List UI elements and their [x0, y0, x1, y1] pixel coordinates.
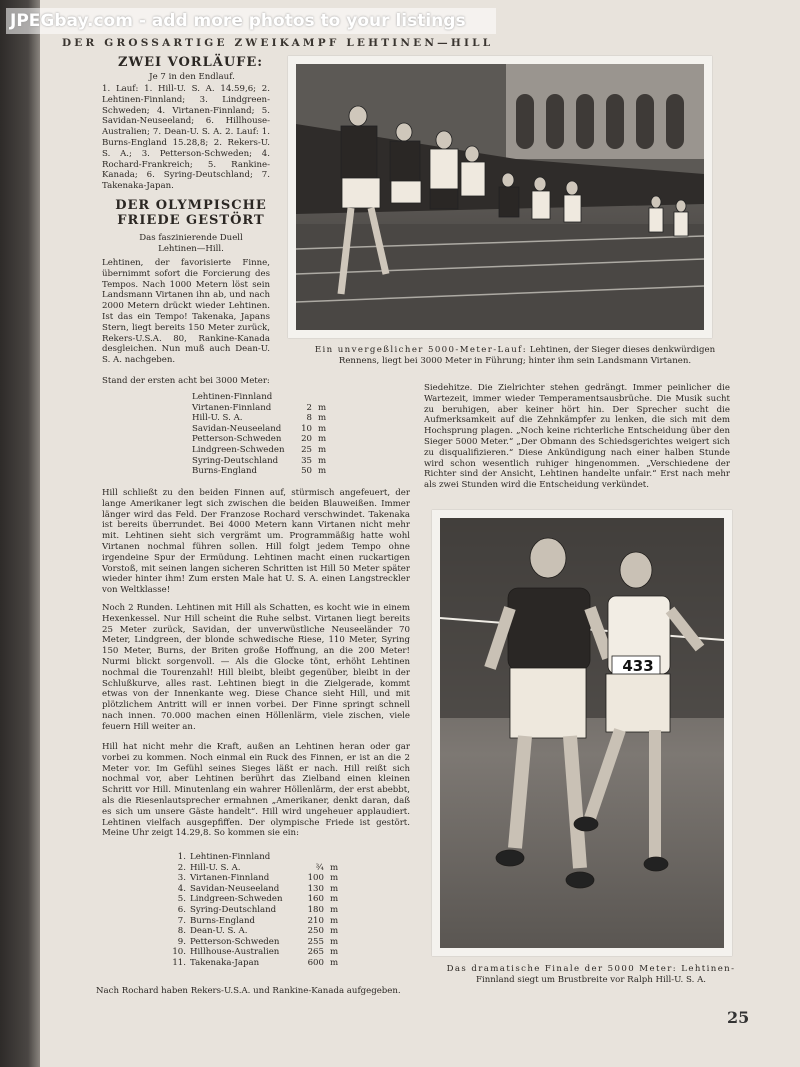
- final-position: 7.: [177, 915, 186, 926]
- standings-unit: [312, 392, 340, 403]
- standings-distance: 2: [306, 402, 312, 413]
- caption1-spaced: Ein unvergeßlicher 5000-Meter-Lauf:: [314, 345, 527, 355]
- final-position: 3.: [177, 873, 186, 884]
- final-unit: m: [330, 957, 339, 968]
- standings-name: Burns-England: [192, 466, 258, 477]
- final-position: 11.: [172, 957, 186, 968]
- final-position: 4.: [177, 883, 186, 894]
- final-distance: 265: [307, 947, 324, 958]
- final-unit: [324, 852, 344, 863]
- final-results-row: [172, 863, 344, 874]
- final-unit: m: [330, 926, 339, 937]
- final-unit: m: [330, 904, 339, 915]
- final-name: Hill-U. S. A.: [190, 862, 241, 873]
- section-title-friede-line1: DER OLYMPISCHE: [115, 198, 267, 213]
- final-distance: 100: [307, 873, 324, 884]
- paragraph-last-laps: Noch 2 Runden. Lehtinen mit Hill als Schatten, es kocht wie in einem Hexenkessel. Nur Hill scheint die Ruhe selbst. Virtanen liegt bereits 25 Meter zurück, Savidan, der unverwüstliche Neuseeländer 70 Meter, Lindgreen, der blonde schwedische Riese, 110 Meter, Syring 150 Meter, Burns, der Briten große Hoffnung, an die 200 Meter! Nurmi blickt sorgenvoll. — Als die Glocke tönt, erhöht Lehtinen nochmal die Tourenzahl! Hill bleibt, bleibt gegenüber, bleibt in der Schlußkurve, alles rast. Lehtinen biegt in die Zielgerade, kommt etwas von der Innenkante weg. Diese Chance sieht Hill, und mit plötzlichem Antritt will er innen vorbei. Der Finne springt schnell nach innen. 70.000 machen einen Höllenlärm, viele zischen, viele feuern Hill weiter an.: [102, 603, 410, 732]
- bib-number: 433: [622, 657, 654, 675]
- final-name: Hillhouse-Australien: [190, 947, 280, 958]
- standings-distance: 50: [301, 466, 312, 477]
- standings-distance: 8: [306, 413, 312, 424]
- final-name: Petterson-Schweden: [190, 936, 280, 947]
- final-unit: m: [330, 873, 339, 884]
- page-number: 25: [727, 1008, 750, 1027]
- paragraph-finish: Hill hat nicht mehr die Kraft, außen an Lehtinen heran oder gar vorbei zu kommen. Noch einmal ein Ruck des Finnen, er ist an die 2 Meter vor. Im Gefühl seines Sieges läßt er nach. Hill reißt sich nochmal vor, aber Lehtinen berührt das Zielband einen kleinen Schritt vor Hill. Minutenlang ein wahrer Höllenlärm, der erst abebbt, als die Riesenlautsprecher ermahnen „Amerikaner, denkt daran, daß es sich um unsere Gäste handelt“. Hill wird ungeheuer applaudiert. Lehtinen vielfach ausgepfiffen. Der olympische Friede ist gestört. Meine Uhr zeigt 14.29,8. So kommen sie ein:: [102, 742, 410, 839]
- caption2-line1: Das dramatische Finale der 5000 Meter: Lehtinen-: [446, 964, 736, 974]
- final-position: 5.: [177, 894, 186, 905]
- standings-distance: 25: [301, 444, 312, 455]
- watermark: JPEGbay.com - add more photos to your listings: [6, 8, 496, 34]
- standings-distance: 20: [301, 434, 312, 445]
- standings-3000-list: [192, 392, 340, 477]
- final-name: Dean-U. S. A.: [190, 926, 248, 937]
- paragraph-siedehitze: Siedehitze. Die Zielrichter stehen gedrängt. Immer peinlicher die Wartezeit, immer wieder Temperamentsausbrüche. Die Musik sucht zu beruhigen, aber keiner hört hin. Der Sprecher sucht die Aufmerksamkeit auf die Zehnkämpfer zu lenken, die sich mit dem Hochsprung plagen. „Noch keine richterliche Entscheidung über den Sieger 5000 Meter.“ „Der Obmann des Schiedsgerichtes weigert sich zu disqualifizieren.“ Diese Ankündigung nach einer halben Stunde wird schon wesentlich ruhiger hingenommen. „Verschiedene der Richter sind der Ansicht, Lehtinen handelte unfair.“ Erst nach mehr als zwei Stunden wird die Entscheidung verkündet.: [424, 383, 730, 491]
- final-distance: ¾: [315, 862, 324, 873]
- standings-row: [192, 445, 340, 456]
- section-sub-duell: Das faszinierende Duell: [139, 233, 243, 243]
- final-distance: 600: [307, 957, 324, 968]
- standings-name: Syring-Deutschland: [192, 455, 279, 466]
- final-unit: m: [330, 862, 339, 873]
- standings-name: Virtanen-Finnland: [192, 402, 272, 413]
- standings-unit: m: [318, 434, 327, 445]
- photo-race-lead-caption: [280, 345, 750, 367]
- standings-name: Lindgreen-Schweden: [192, 444, 285, 455]
- standings-name: Savidan-Neuseeland: [192, 423, 282, 434]
- final-results-row: [172, 916, 344, 927]
- final-distance: 130: [307, 883, 324, 894]
- footnote-retirements: Nach Rochard haben Rekers-U.S.A. und Rankine-Kanada aufgegeben.: [96, 986, 401, 996]
- final-results-row: [172, 958, 344, 969]
- final-position: 2.: [177, 862, 186, 873]
- final-results-row: [172, 873, 344, 884]
- final-position: 9.: [177, 936, 186, 947]
- standings-distance: 10: [301, 423, 312, 434]
- final-results-row: [172, 947, 344, 958]
- final-name: Lindgreen-Schweden: [190, 894, 283, 905]
- photo-finale: [432, 510, 732, 956]
- standings-unit: m: [318, 423, 327, 434]
- final-unit: m: [330, 894, 339, 905]
- section-title-vorlaeufe: ZWEI VORLÄUFE:: [118, 55, 264, 70]
- standings-unit: m: [318, 402, 327, 413]
- final-name: Burns-England: [190, 915, 256, 926]
- final-position: 8.: [177, 926, 186, 937]
- final-results-row: [172, 926, 344, 937]
- final-distance: 255: [307, 936, 324, 947]
- final-results-row: [172, 884, 344, 895]
- photo-finale-caption: [426, 964, 756, 986]
- standings-distance: [274, 392, 312, 403]
- caption2-line2: Finnland siegt um Brustbreite vor Ralph Hill-U. S. A.: [475, 975, 707, 985]
- final-results-list: [172, 852, 344, 969]
- final-position: 1.: [177, 852, 186, 862]
- standings-row: [192, 392, 340, 403]
- final-results-row: [172, 905, 344, 916]
- final-position: 6.: [177, 904, 186, 915]
- standings-name: Petterson-Schweden: [192, 434, 282, 445]
- final-name: Syring-Deutschland: [190, 904, 277, 915]
- final-unit: m: [330, 947, 339, 958]
- caption1-line2: Rennens, liegt bei 3000 Meter in Führung; hinter ihm sein Landsmann Virtanen.: [338, 356, 692, 366]
- final-distance: 160: [307, 894, 324, 905]
- final-distance: 180: [307, 904, 324, 915]
- final-name: Savidan-Neuseeland: [190, 883, 280, 894]
- section-sub-names: Lehtinen—Hill.: [158, 244, 224, 254]
- final-unit: m: [330, 915, 339, 926]
- photo-race-lead: [288, 56, 712, 338]
- standings-name: Hill-U. S. A.: [192, 413, 243, 424]
- standings-unit: m: [318, 413, 327, 424]
- final-unit: m: [330, 936, 339, 947]
- standings-unit: m: [318, 455, 327, 466]
- standings-unit: m: [318, 466, 327, 477]
- final-unit: m: [330, 883, 339, 894]
- standings-unit: m: [318, 444, 327, 455]
- final-distance: [290, 852, 324, 863]
- running-head: DER GROSSARTIGE ZWEIKAMPF LEHTINEN—HILL: [62, 37, 494, 49]
- standings-name: Lehtinen-Finnland: [192, 392, 273, 402]
- paragraph-hill-attack: Hill schließt zu den beiden Finnen auf, stürmisch angefeuert, der lange Amerikaner legt sich zwischen die beiden Blauweißen. Immer länger wird das Feld. Der Franzose Rochard verschwindet. Takenaka ist bereits überrundet. Bei 4000 Metern kann Virtanen nicht mehr mit. Lehtinen sieht sich vergrämt um. Programmäßig hatte wohl Virtanen nochmal führen sollen. Hill folgt jedem Tempo ohne irgendeine Spur der Ermüdung. Lehtinen macht einen ruckartigen Vorstoß, mit seinen langen sicheren Schritten ist Hill 50 Meter später wieder hinter ihm! Zum ersten Male hat U. S. A. einen Langstreckler von Weltklasse!: [102, 488, 410, 596]
- standings-row: [192, 456, 340, 467]
- final-results-row: [172, 894, 344, 905]
- final-results-row: [172, 852, 344, 863]
- final-distance: 250: [307, 926, 324, 937]
- heats-results: 1. Lauf: 1. Hill-U. S. A. 14.59,6; 2. Lehtinen-Finnland; 3. Lindgreen-Schweden; 4. Virtanen-Finnland; 5. Savidan-Neuseeland; 6. Hillhouse-Australien; 7. Dean-U. S. A. 2. Lauf: 1. Burns-England 15.28,8; 2. Rekers-U. S. A.; 3. Petterson-Schweden; 4. Rochard-Frankreich; 5. Rankine-Kanada; 6. Syring-Deutschland; 7. Takenaka-Japan.: [102, 84, 270, 192]
- photo-race-lead-image: [296, 64, 704, 330]
- caption1-rest: Lehtinen, der Sieger dieses denkwürdigen: [527, 345, 716, 355]
- section-title-friede-line2: FRIEDE GESTÖRT: [117, 213, 265, 228]
- final-name: Takenaka-Japan: [190, 957, 260, 968]
- final-distance: 210: [307, 915, 324, 926]
- standings-row: [192, 434, 340, 445]
- standings-distance: 35: [301, 455, 312, 466]
- standings-row: [192, 403, 340, 414]
- book-spine: [0, 0, 40, 1067]
- final-name: Lehtinen-Finnland: [190, 852, 271, 862]
- photo-finale-image: [440, 518, 724, 948]
- standings-row: [192, 466, 340, 477]
- section-subtitle-endlauf: Je 7 in den Endlauf.: [149, 72, 235, 82]
- final-results-row: [172, 937, 344, 948]
- duel-paragraph: Lehtinen, der favorisierte Finne, übernimmt sofort die Forcierung des Tempos. Nach 1000 Metern löst sein Landsmann Virtanen ihn ab, und nach 2000 Metern drückt wieder Lehtinen. Ist das ein Tempo! Takenaka, Japans Stern, liegt bereits 150 Meter zurück, Rekers-U.S.A. 80, Rankine-Kanada desgleichen. Nun muß auch Dean-U. S. A. nachgeben.: [102, 258, 270, 366]
- standings-row: [192, 413, 340, 424]
- final-position: 10.: [172, 947, 186, 958]
- final-name: Virtanen-Finnland: [190, 873, 270, 884]
- standings-intro: Stand der ersten acht bei 3000 Meter:: [102, 376, 270, 386]
- standings-row: [192, 424, 340, 435]
